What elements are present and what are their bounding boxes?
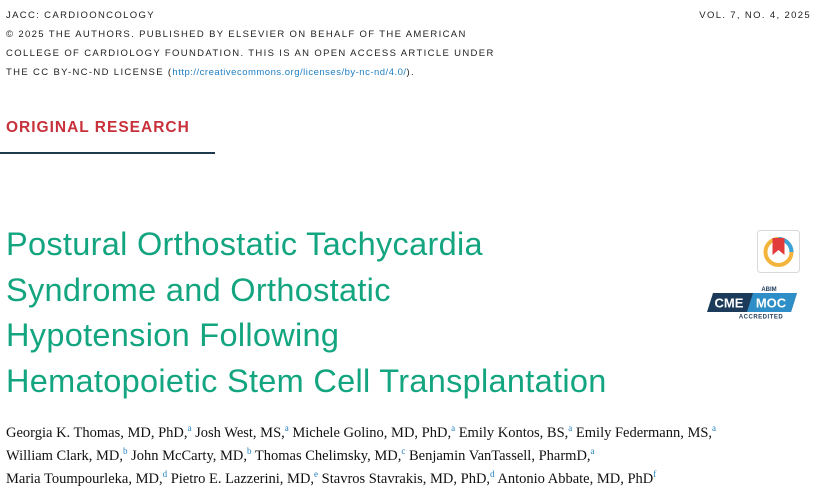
author-name: Antonio Abbate, MD, PhD <box>497 471 654 487</box>
author <box>255 448 405 464</box>
volume-info: VOL. 7, NO. 4, 2025 <box>699 10 811 21</box>
author <box>131 448 251 464</box>
affiliation-marker[interactable]: a <box>712 423 717 433</box>
author-list <box>6 422 812 491</box>
journal-name: JACC: CARDIOONCOLOGY <box>6 10 155 21</box>
affiliation-marker[interactable]: e <box>314 469 319 479</box>
author <box>292 425 455 441</box>
title-line: Hypotension Following <box>6 317 340 353</box>
author <box>576 425 716 441</box>
section-label: ORIGINAL RESEARCH <box>6 119 190 136</box>
author <box>171 471 318 487</box>
check-for-updates-icon[interactable] <box>757 230 800 273</box>
affiliation-marker[interactable]: c <box>401 446 406 456</box>
author-name: Georgia K. Thomas, MD, PhD, <box>6 425 188 441</box>
affiliation-marker[interactable]: a <box>284 423 289 433</box>
author-name: William Clark, MD, <box>6 448 124 464</box>
author-name: Benjamin VanTassell, PharmD, <box>408 448 591 464</box>
copyright-line-1: © 2025 THE AUTHORS. PUBLISHED BY ELSEVIER ON BEHALF OF THE AMERICAN <box>6 29 467 40</box>
badge-abim-text: ABIM <box>761 287 777 293</box>
author-name: Josh West, MS, <box>195 425 285 441</box>
cme-moc-accredited-badge <box>703 284 801 320</box>
author <box>6 448 128 464</box>
license-line <box>6 63 811 82</box>
section-divider <box>0 152 215 154</box>
author-name: Stavros Stavrakis, MD, PhD, <box>321 471 491 487</box>
author-name: John McCarty, MD, <box>131 448 247 464</box>
badge-accredited-text: ACCREDITED <box>738 314 784 320</box>
author-name: Emily Kontos, BS, <box>458 425 569 441</box>
affiliation-marker[interactable]: b <box>123 446 128 456</box>
title-line: Hematopoietic Stem Cell Transplantation <box>6 362 607 399</box>
author <box>459 425 573 441</box>
title-line: Postural Orthostatic Tachycardia <box>6 226 483 262</box>
affiliation-marker[interactable]: a <box>590 446 595 456</box>
badge-cme-text: CME <box>714 295 744 311</box>
affiliation-marker[interactable]: b <box>247 446 252 456</box>
author-name: Maria Toumpourleka, MD, <box>6 471 163 487</box>
article-title <box>6 222 746 404</box>
license-suffix: ). <box>406 67 416 78</box>
author <box>497 471 656 487</box>
license-prefix: THE CC BY-NC-ND LICENSE ( <box>6 67 173 78</box>
author <box>6 425 192 441</box>
author <box>409 448 595 464</box>
affiliation-marker[interactable]: a <box>187 423 192 433</box>
affiliation-marker[interactable]: a <box>451 423 456 433</box>
affiliation-marker[interactable]: d <box>490 469 495 479</box>
badge-moc-text: MOC <box>755 295 787 311</box>
license-link[interactable]: http://creativecommons.org/licenses/by-nc-nd/4.0/ <box>172 67 407 78</box>
author-name: Pietro E. Lazzerini, MD, <box>170 471 315 487</box>
author-name: Michele Golino, MD, PhD, <box>292 425 452 441</box>
author <box>322 471 495 487</box>
affiliation-marker[interactable]: d <box>162 469 168 479</box>
title-line: Syndrome and Orthostatic <box>6 271 391 308</box>
copyright-line-2: COLLEGE OF CARDIOLOGY FOUNDATION. THIS IS AN OPEN ACCESS ARTICLE UNDER <box>6 48 495 59</box>
author-name: Thomas Chelimsky, MD, <box>254 448 402 464</box>
article-header <box>6 6 811 82</box>
affiliation-marker[interactable]: f <box>653 469 657 479</box>
affiliation-marker[interactable]: a <box>568 423 573 433</box>
author-name: Emily Federmann, MS, <box>575 425 713 441</box>
author <box>6 471 167 487</box>
author <box>195 425 289 441</box>
